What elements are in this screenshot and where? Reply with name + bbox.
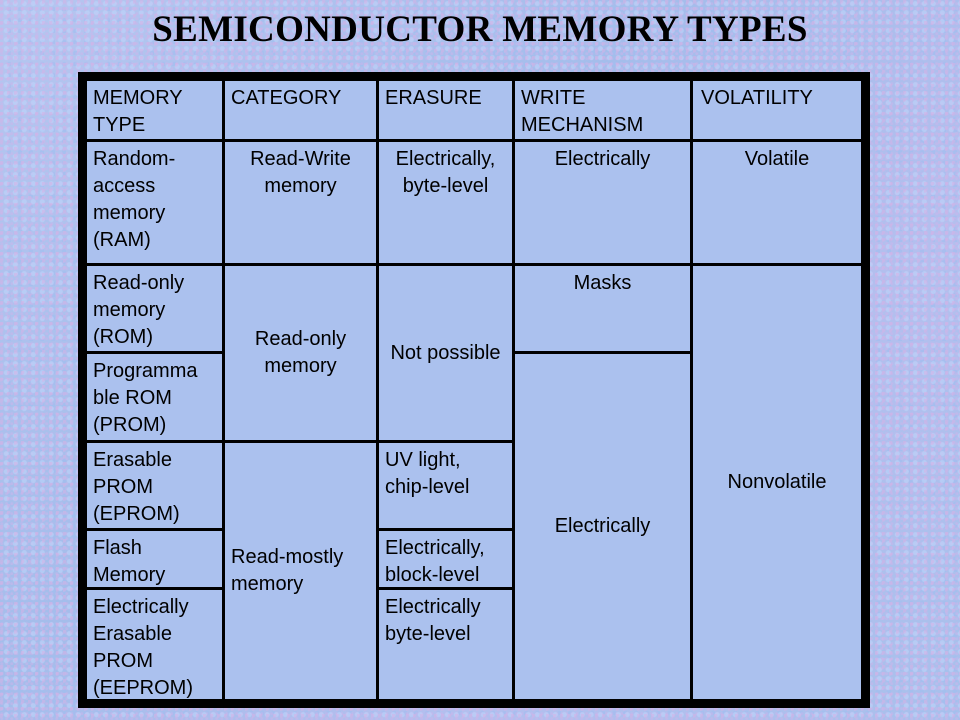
header-memory-type: MEMORY TYPE [84, 78, 225, 142]
cell-flash-erasure: Electrically, block-level [376, 528, 515, 590]
cell-rom-write: Masks [512, 263, 693, 354]
header-write-mechanism: WRITE MECHANISM [512, 78, 693, 142]
header-category: CATEGORY [222, 78, 379, 142]
cell-read-mostly-category: Read-mostly memory [222, 440, 379, 702]
cell-eeprom-type: Electrically Erasable PROM (EEPROM) [84, 587, 225, 702]
cell-eprom-type: Erasable PROM (EPROM) [84, 440, 225, 531]
cell-ram-category: Read-Write memory [222, 139, 379, 266]
cell-others-write: Electrically [512, 351, 693, 702]
cell-ram-type: Random- access memory (RAM) [84, 139, 225, 266]
cell-flash-type: Flash Memory [84, 528, 225, 590]
cell-read-only-category: Read-only memory [222, 263, 379, 443]
cell-ram-volatility: Volatile [690, 139, 864, 266]
cell-others-volatility: Nonvolatile [690, 263, 864, 702]
header-volatility: VOLATILITY [690, 78, 864, 142]
cell-eeprom-erasure: Electrically byte-level [376, 587, 515, 702]
header-erasure: ERASURE [376, 78, 515, 142]
cell-rom-prom-erasure: Not possible [376, 263, 515, 443]
cell-rom-type: Read-only memory (ROM) [84, 263, 225, 354]
page-title: SEMICONDUCTOR MEMORY TYPES [152, 9, 808, 50]
memory-types-table [78, 72, 870, 708]
cell-ram-erasure: Electrically, byte-level [376, 139, 515, 266]
cell-ram-write: Electrically [512, 139, 693, 266]
cell-prom-type: Programma ble ROM (PROM) [84, 351, 225, 443]
cell-eprom-erasure: UV light, chip-level [376, 440, 515, 531]
